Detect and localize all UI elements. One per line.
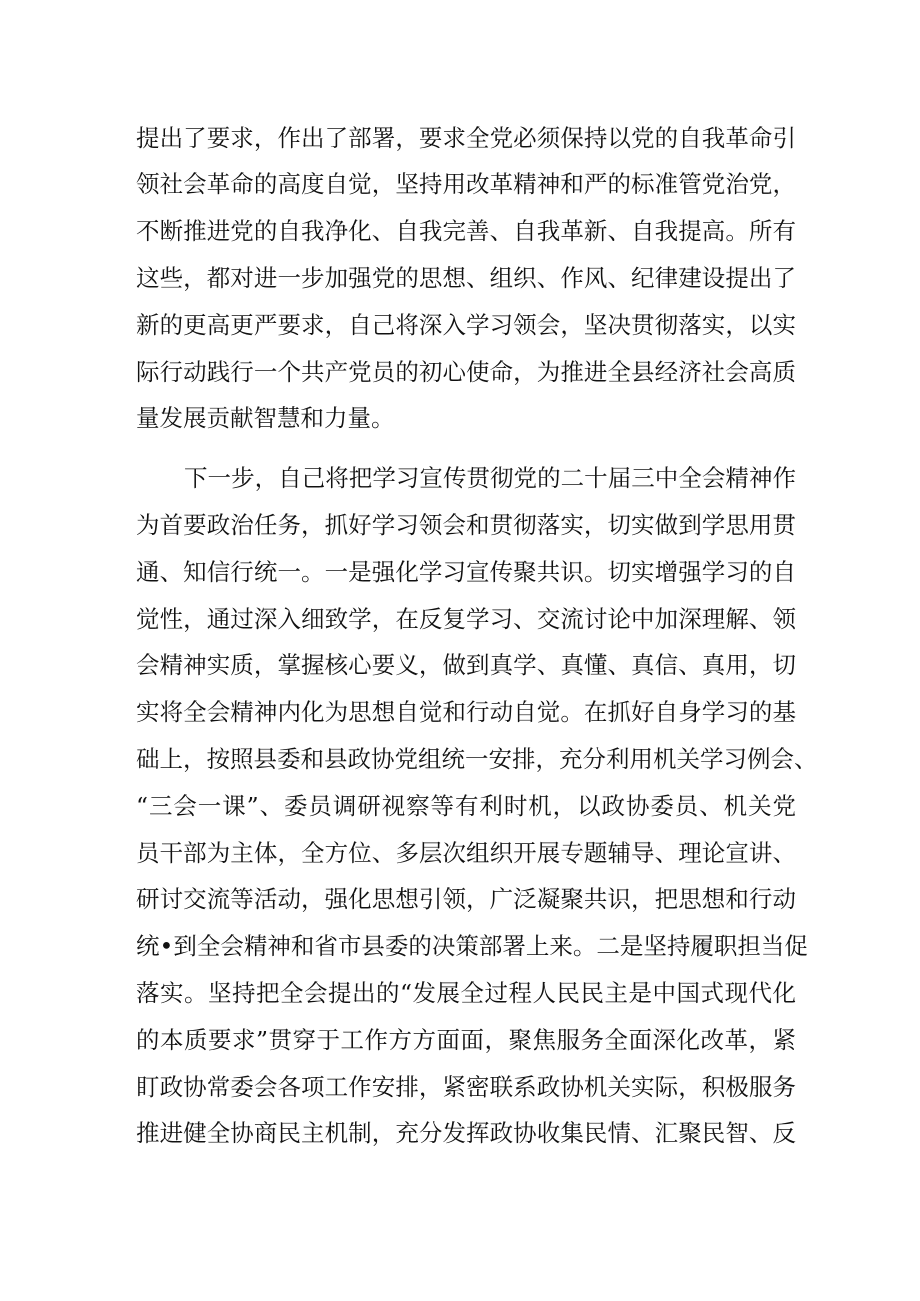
paragraph-first-line: 下一步，自己将把学习宣传贯彻党的二十届三中全会精神作 — [184, 464, 796, 492]
text-line: 提出了要求，作出了部署，要求全党必须保持以党的自我革命引 — [136, 124, 796, 152]
text-line: 领社会革命的高度自觉，坚持用改革精神和严的标准管党治党， — [136, 170, 796, 198]
text-line: 实将全会精神内化为思想自觉和行动自觉。在抓好自身学习的基 — [136, 698, 796, 726]
text-line: 通、知信行统一。一是强化学习宣传聚共识。切实增强学习的自 — [136, 558, 796, 586]
text-line: 量发展贡献智慧和力量。 — [136, 404, 395, 432]
text-line: 这些，都对进一步加强党的思想、组织、作风、纪律建设提出了 — [136, 264, 796, 292]
text-line: 会精神实质，掌握核心要义，做到真学、真懂、真信、真用，切 — [136, 651, 796, 679]
text-line: 统•到全会精神和省市县委的决策部署上来。二是坚持履职担当促 — [136, 932, 808, 960]
text-line: 盯政协常委会各项工作安排，紧密联系政协机关实际，积极服务 — [136, 1073, 796, 1101]
text-line: 础上，按照县委和县政协党组统一安排，充分利用机关学习例会、 — [136, 745, 818, 773]
text-line: 新的更高更严要求，自己将深入学习领会，坚决贯彻落实，以实 — [136, 311, 796, 339]
text-line: 员干部为主体，全方位、多层次组织开展专题辅导、理论宣讲、 — [136, 839, 796, 867]
text-line: 研讨交流等活动，强化思想引领，广泛凝聚共识，把思想和行动 — [136, 885, 796, 913]
text-line: 不断推进党的自我净化、自我完善、自我革新、自我提高。所有 — [136, 217, 796, 245]
text-line: 推进健全协商民主机制，充分发挥政协收集民情、汇聚民智、反 — [136, 1119, 796, 1147]
text-line: “三会一课”、委员调研视察等有利时机，以政协委员、机关党 — [136, 792, 796, 820]
text-line: 觉性，通过深入细致学，在反复学习、交流讨论中加深理解、领 — [136, 605, 796, 633]
text-line: 的本质要求”贯穿于工作方方面面，聚焦服务全面深化改革，紧 — [136, 1026, 796, 1054]
text-line: 际行动践行一个共产党员的初心使命，为推进全县经济社会高质 — [136, 358, 796, 386]
text-line: 落实。坚持把全会提出的“发展全过程人民民主是中国式现代化 — [136, 979, 796, 1007]
text-line: 为首要政治任务，抓好学习领会和贯彻落实，切实做到学思用贯 — [136, 511, 796, 539]
